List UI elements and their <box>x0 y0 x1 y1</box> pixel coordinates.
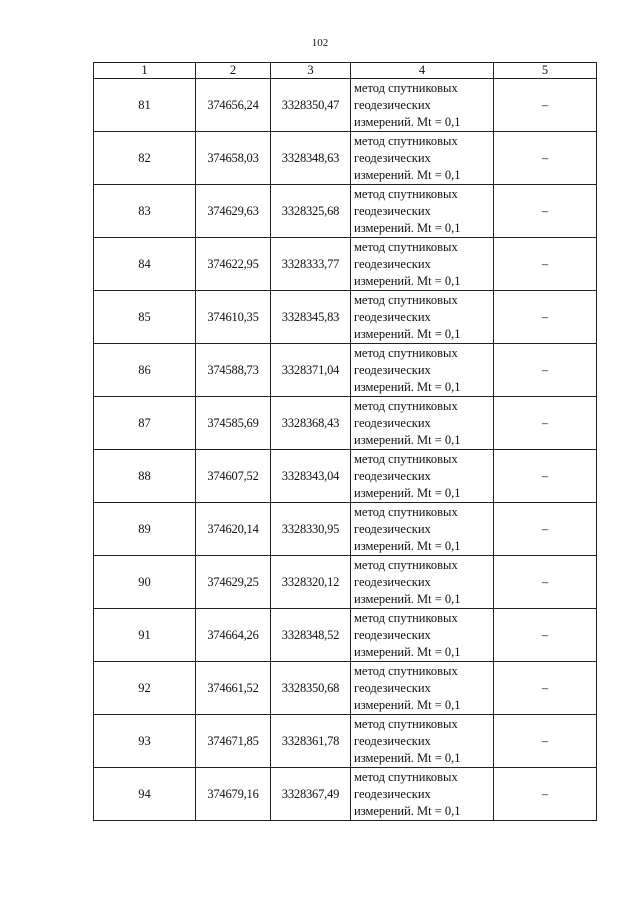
table-header-row <box>94 63 597 79</box>
point-number-cell: 87 <box>94 397 196 450</box>
note-cell: – <box>494 291 597 344</box>
x-coordinate-cell: 374629,25 <box>196 556 271 609</box>
method-cell <box>351 397 494 450</box>
note-cell: – <box>494 768 597 821</box>
method-text-line: геодезических <box>354 362 431 377</box>
method-cell <box>351 344 494 397</box>
method-text-line: геодезических <box>354 733 431 748</box>
method-cell <box>351 768 494 821</box>
method-text-line: измерений. Mt = 0,1 <box>354 591 461 606</box>
coordinates-table <box>93 62 597 821</box>
column-header-5: 5 <box>494 63 597 79</box>
method-text-line: геодезических <box>354 309 431 324</box>
method-text-line: измерений. Mt = 0,1 <box>354 485 461 500</box>
y-coordinate-cell: 3328343,04 <box>271 450 351 503</box>
column-header-4: 4 <box>351 63 494 79</box>
table-row <box>94 715 597 768</box>
y-coordinate-cell: 3328333,77 <box>271 238 351 291</box>
method-text-line: метод спутниковых <box>354 504 458 519</box>
method-cell <box>351 79 494 132</box>
method-text-line: геодезических <box>354 521 431 536</box>
table-row <box>94 344 597 397</box>
method-text-line: измерений. Mt = 0,1 <box>354 750 461 765</box>
method-text-line: метод спутниковых <box>354 610 458 625</box>
table-row <box>94 397 597 450</box>
page-number: 102 <box>311 37 329 49</box>
table-row <box>94 662 597 715</box>
y-coordinate-cell: 3328361,78 <box>271 715 351 768</box>
point-number-cell: 83 <box>94 185 196 238</box>
method-text-line: измерений. Mt = 0,1 <box>354 273 461 288</box>
table-row <box>94 556 597 609</box>
note-cell: – <box>494 397 597 450</box>
table-row <box>94 79 597 132</box>
method-cell <box>351 450 494 503</box>
point-number-cell: 92 <box>94 662 196 715</box>
y-coordinate-cell: 3328345,83 <box>271 291 351 344</box>
x-coordinate-cell: 374658,03 <box>196 132 271 185</box>
point-number-cell: 89 <box>94 503 196 556</box>
method-text-line: метод спутниковых <box>354 239 458 254</box>
point-number-cell: 85 <box>94 291 196 344</box>
x-coordinate-cell: 374671,85 <box>196 715 271 768</box>
y-coordinate-cell: 3328320,12 <box>271 556 351 609</box>
method-text-line: метод спутниковых <box>354 186 458 201</box>
method-cell <box>351 132 494 185</box>
method-text-line: геодезических <box>354 627 431 642</box>
table-row <box>94 185 597 238</box>
x-coordinate-cell: 374607,52 <box>196 450 271 503</box>
table-body <box>94 79 597 821</box>
method-cell <box>351 503 494 556</box>
table-row <box>94 450 597 503</box>
method-text-line: метод спутниковых <box>354 451 458 466</box>
method-text-line: геодезических <box>354 680 431 695</box>
method-cell <box>351 662 494 715</box>
note-cell: – <box>494 450 597 503</box>
note-cell: – <box>494 238 597 291</box>
point-number-cell: 81 <box>94 79 196 132</box>
x-coordinate-cell: 374656,24 <box>196 79 271 132</box>
note-cell: – <box>494 715 597 768</box>
table-row <box>94 238 597 291</box>
x-coordinate-cell: 374661,52 <box>196 662 271 715</box>
x-coordinate-cell: 374679,16 <box>196 768 271 821</box>
method-text-line: метод спутниковых <box>354 557 458 572</box>
method-text-line: измерений. Mt = 0,1 <box>354 432 461 447</box>
method-text-line: измерений. Mt = 0,1 <box>354 220 461 235</box>
method-text-line: геодезических <box>354 415 431 430</box>
y-coordinate-cell: 3328348,52 <box>271 609 351 662</box>
method-text-line: измерений. Mt = 0,1 <box>354 644 461 659</box>
y-coordinate-cell: 3328367,49 <box>271 768 351 821</box>
table-row <box>94 609 597 662</box>
method-text-line: измерений. Mt = 0,1 <box>354 326 461 341</box>
method-text-line: измерений. Mt = 0,1 <box>354 114 461 129</box>
note-cell: – <box>494 344 597 397</box>
point-number-cell: 91 <box>94 609 196 662</box>
note-cell: – <box>494 132 597 185</box>
table-row <box>94 291 597 344</box>
x-coordinate-cell: 374622,95 <box>196 238 271 291</box>
method-text-line: геодезических <box>354 574 431 589</box>
point-number-cell: 82 <box>94 132 196 185</box>
point-number-cell: 84 <box>94 238 196 291</box>
y-coordinate-cell: 3328348,63 <box>271 132 351 185</box>
method-cell <box>351 609 494 662</box>
x-coordinate-cell: 374620,14 <box>196 503 271 556</box>
y-coordinate-cell: 3328350,47 <box>271 79 351 132</box>
note-cell: – <box>494 79 597 132</box>
method-cell <box>351 238 494 291</box>
method-text-line: измерений. Mt = 0,1 <box>354 803 461 818</box>
point-number-cell: 93 <box>94 715 196 768</box>
method-text-line: метод спутниковых <box>354 80 458 95</box>
method-text-line: геодезических <box>354 468 431 483</box>
method-text-line: геодезических <box>354 256 431 271</box>
column-header-3: 3 <box>271 63 351 79</box>
point-number-cell: 94 <box>94 768 196 821</box>
y-coordinate-cell: 3328371,04 <box>271 344 351 397</box>
note-cell: – <box>494 185 597 238</box>
x-coordinate-cell: 374588,73 <box>196 344 271 397</box>
method-text-line: метод спутниковых <box>354 345 458 360</box>
method-cell <box>351 291 494 344</box>
point-number-cell: 86 <box>94 344 196 397</box>
method-text-line: метод спутниковых <box>354 292 458 307</box>
x-coordinate-cell: 374629,63 <box>196 185 271 238</box>
method-text-line: геодезических <box>354 150 431 165</box>
method-text-line: измерений. Mt = 0,1 <box>354 538 461 553</box>
method-text-line: геодезических <box>354 97 431 112</box>
note-cell: – <box>494 662 597 715</box>
method-cell <box>351 185 494 238</box>
method-text-line: метод спутниковых <box>354 769 458 784</box>
column-header-1: 1 <box>94 63 196 79</box>
column-header-2: 2 <box>196 63 271 79</box>
method-text-line: измерений. Mt = 0,1 <box>354 379 461 394</box>
y-coordinate-cell: 3328330,95 <box>271 503 351 556</box>
method-text-line: метод спутниковых <box>354 133 458 148</box>
note-cell: – <box>494 503 597 556</box>
method-text-line: измерений. Mt = 0,1 <box>354 167 461 182</box>
y-coordinate-cell: 3328350,68 <box>271 662 351 715</box>
point-number-cell: 90 <box>94 556 196 609</box>
table-row <box>94 132 597 185</box>
table-row <box>94 768 597 821</box>
method-text-line: метод спутниковых <box>354 716 458 731</box>
table-row <box>94 503 597 556</box>
method-text-line: геодезических <box>354 203 431 218</box>
point-number-cell: 88 <box>94 450 196 503</box>
x-coordinate-cell: 374610,35 <box>196 291 271 344</box>
note-cell: – <box>494 609 597 662</box>
method-text-line: геодезических <box>354 786 431 801</box>
x-coordinate-cell: 374585,69 <box>196 397 271 450</box>
y-coordinate-cell: 3328325,68 <box>271 185 351 238</box>
method-cell <box>351 556 494 609</box>
method-text-line: метод спутниковых <box>354 663 458 678</box>
y-coordinate-cell: 3328368,43 <box>271 397 351 450</box>
x-coordinate-cell: 374664,26 <box>196 609 271 662</box>
method-text-line: измерений. Mt = 0,1 <box>354 697 461 712</box>
method-text-line: метод спутниковых <box>354 398 458 413</box>
note-cell: – <box>494 556 597 609</box>
method-cell <box>351 715 494 768</box>
